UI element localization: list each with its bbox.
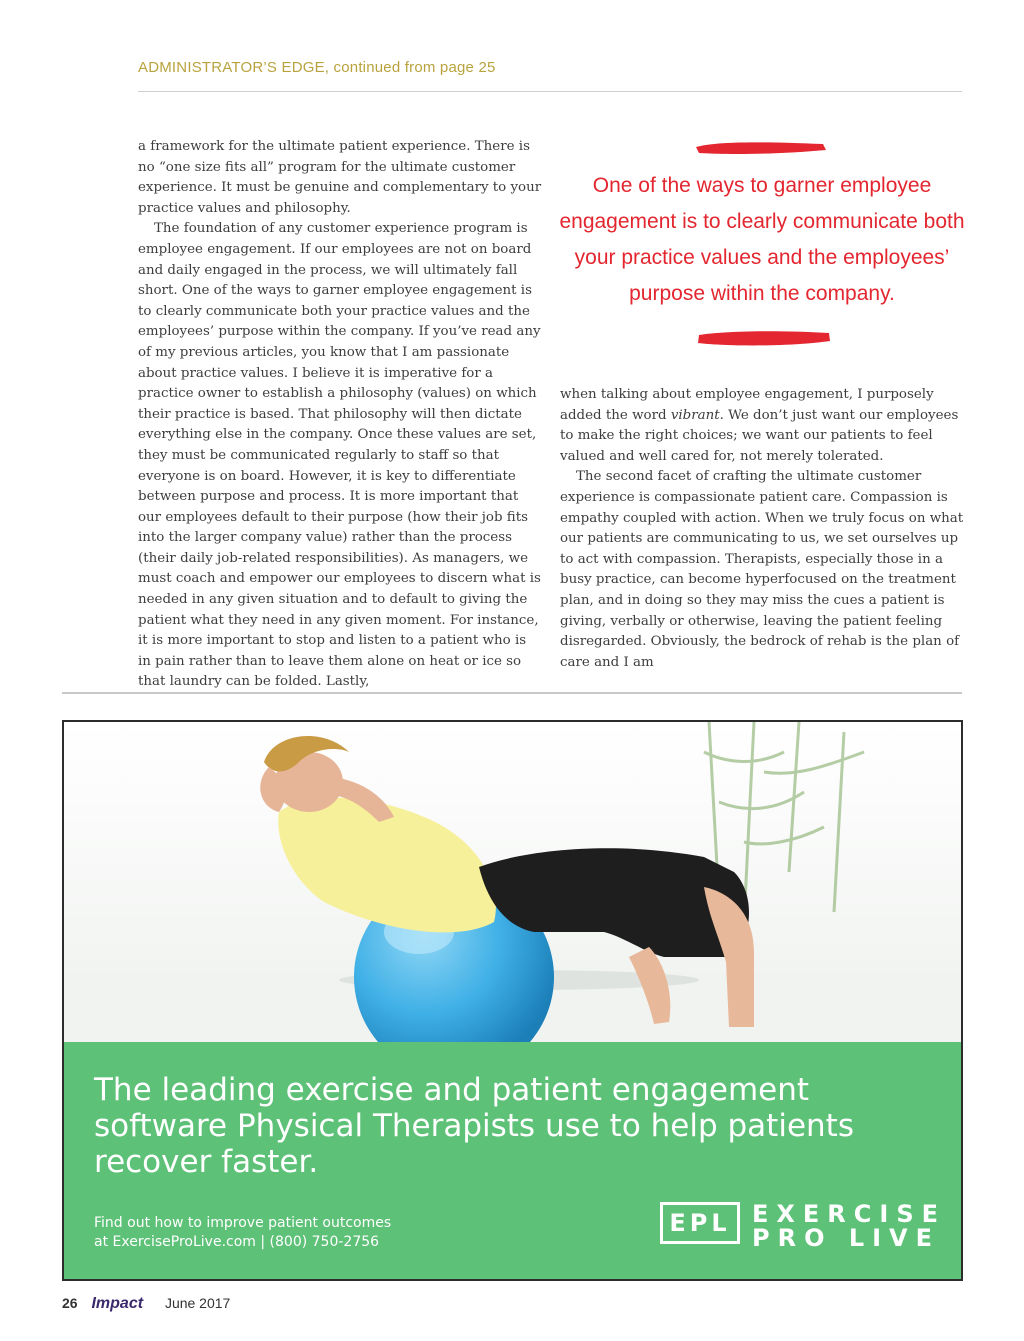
running-head: ADMINISTRATOR’S EDGE, continued from page 25 xyxy=(138,59,496,76)
header-divider xyxy=(138,91,962,92)
exercise-ball-photo xyxy=(64,722,961,1042)
ad-headline: The leading exercise and patient engagement software Physical Therapists use to help patients recover faster. xyxy=(94,1072,854,1180)
brush-stroke-top xyxy=(693,139,829,157)
cta-line[interactable]: at ExerciseProLive.com | (800) 750-2756 xyxy=(94,1234,380,1250)
emphasis-vibrant: vibrant xyxy=(670,407,720,423)
logo-word: PRO LIVE xyxy=(752,1224,941,1252)
ad-banner xyxy=(64,1042,961,1279)
cta-line: Find out how to improve patient outcomes xyxy=(94,1215,392,1231)
advertisement[interactable] xyxy=(62,720,963,1281)
paragraph-text: . We don’t just want our employees to make the right choices; we want our patients to feel valued and well cared for, not merely tolerated. xyxy=(560,407,959,464)
logo-wordmark xyxy=(752,1202,946,1250)
section-divider xyxy=(62,692,962,694)
article-paragraph: The second facet of crafting the ultimate customer experience is compassionate patient care. Compassion is empathy coupled with action. When we truly focus on what our patients are communicating to us, we set ourselves up to act with compassion. Therapists, especially those in a busy practice, can become hyperfocused on the treatment plan, and in doing so they may miss the cues a patient is giving, verbally or otherwise, leaving the patient feeling disregarded. Obviously, the bedrock of rehab is the plan of care and I am xyxy=(560,469,964,670)
article-paragraph xyxy=(560,385,965,467)
paragraph-text: when talking about employee engagement, I purposely added the word xyxy=(560,387,934,423)
logo-word: EXERCISE xyxy=(752,1200,946,1228)
issue-date: June 2017 xyxy=(164,1295,231,1311)
article-paragraph: a framework for the ultimate patient experience. There is no “one size fits all” program for the ultimate customer experience. It must be genuine and complementary to your practice values and philosophy. xyxy=(138,139,542,216)
brush-stroke-bottom xyxy=(695,329,833,349)
article-column-right xyxy=(560,385,965,673)
magazine-title: Impact xyxy=(91,1295,144,1312)
exercise-pro-live-logo xyxy=(660,1200,946,1252)
article-paragraph: The foundation of any customer experience program is employee engagement. If our employees are not on board and daily engaged in the process, we will ultimately fall short. One of the ways to garner employee engagement is to clearly communicate both your practice values and the employees’ purpose within the company. If you’ve read any of my previous articles, you know that I am passionate about practice values. I believe it is imperative for a practice owner to establish a philosophy (values) on which their practice is based. That philosophy will then dictate everything else in the company. Once these values are set, they must be communicated regularly to staff so that everyone is on board. However, it is key to differentiate between purpose and process. It is more important that our employees default to their purpose (how their job fits into the larger company value) rather than the process (their daily job-related responsibilities). As managers, we must coach and empower our employees to discern what is needed in any given situation and to default to giving the patient what they need in any given moment. For instance, it is more important to stop and listen to a patient who is in pain rather than to leave them alone on heat or ice so that laundry can be folded. Lastly, xyxy=(138,221,541,690)
article-column-left xyxy=(138,137,543,693)
page-footer xyxy=(62,1295,230,1313)
logo-mark: EPL xyxy=(660,1202,740,1244)
pull-quote: One of the ways to garner employee engagement is to clearly communicate both your practice values and the employees’ purpose within the company. xyxy=(559,174,965,305)
ad-call-to-action[interactable] xyxy=(94,1214,391,1252)
page-number: 26 xyxy=(62,1295,78,1311)
